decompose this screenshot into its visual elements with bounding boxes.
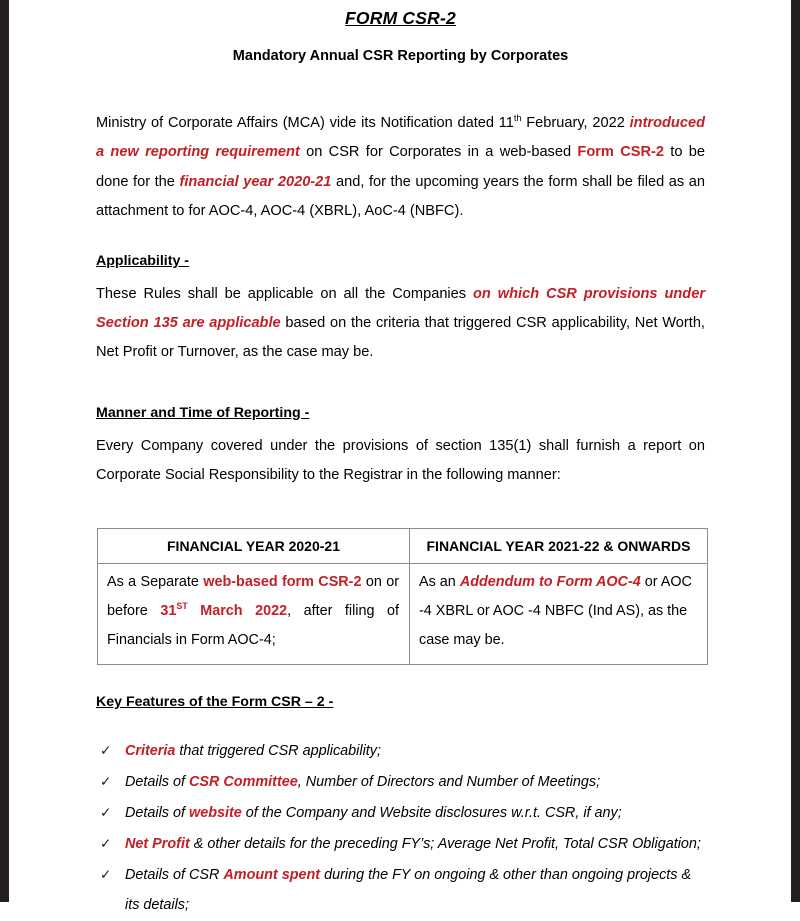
table-row bbox=[98, 563, 708, 664]
spacer bbox=[96, 683, 705, 694]
table-header-row bbox=[98, 528, 708, 563]
item-lead: Details of bbox=[125, 804, 189, 821]
item-rest: & other details for the preceding FY’s; Average Net Profit, Total CSR Obligation; bbox=[189, 835, 701, 852]
manner-heading: Manner and Time of Reporting - bbox=[96, 404, 310, 421]
spacer bbox=[96, 710, 705, 736]
page-edge-right bbox=[791, 0, 800, 902]
item-rest: of the Company and Website disclosures w.r.t. CSR, if any; bbox=[241, 804, 622, 821]
item-rest: during the FY on ongoing & other than ongoing projects & its details; bbox=[125, 866, 692, 913]
intro-text-4: to be done for the bbox=[96, 144, 706, 190]
item-rest: , Number of Directors and Number of Meetings; bbox=[297, 773, 601, 790]
cell-highlight-addendum: Addendum to Form AOC-4 bbox=[459, 573, 641, 590]
item-highlight: Criteria bbox=[125, 742, 176, 759]
applicability-heading: Applicability - bbox=[96, 252, 190, 269]
page-edge-left bbox=[0, 0, 9, 902]
spacer bbox=[96, 98, 705, 109]
item-highlight: CSR Committee bbox=[189, 773, 298, 790]
list-item-text bbox=[125, 805, 622, 821]
table-cell-fy-2021-22 bbox=[410, 563, 708, 664]
spacer bbox=[96, 227, 705, 253]
applicability-text-1: These Rules shall be applicable on all the Companies bbox=[96, 285, 474, 302]
document-subtitle: Mandatory Annual CSR Reporting by Corporates bbox=[232, 48, 569, 64]
table-cell-fy-2020-21 bbox=[98, 563, 410, 664]
cell-text-4: As an bbox=[419, 573, 460, 590]
checkmark-icon: ✓ bbox=[100, 866, 112, 882]
intro-text-5: and, for the upcoming years the form shall be filed as an attachment to for AOC-4, AOC-4 (XBRL), AoC-4 (NBFC). bbox=[96, 173, 705, 220]
list-item-text bbox=[125, 836, 701, 852]
list-item-text bbox=[125, 867, 691, 913]
intro-text-1: Ministry of Corporate Affairs (MCA) vide its Notification dated 11 bbox=[96, 115, 514, 131]
intro-superscript-th: th bbox=[513, 113, 522, 124]
spacer bbox=[96, 421, 705, 432]
spacer bbox=[96, 269, 705, 280]
item-highlight: Net Profit bbox=[125, 835, 190, 852]
cell-date-superscript: ST bbox=[176, 600, 188, 611]
checkmark-icon: ✓ bbox=[100, 773, 112, 789]
item-lead: Details of CSR bbox=[125, 866, 224, 883]
cell-text-2: on or before bbox=[107, 573, 399, 619]
spacer bbox=[96, 491, 705, 517]
intro-highlight-2: Form CSR-2 bbox=[577, 144, 664, 161]
list-item bbox=[96, 767, 705, 797]
table-header-fy-2020-21: FINANCIAL YEAR 2020-21 bbox=[98, 528, 410, 563]
applicability-text-2: based on the criteria that triggered CSR applicability, Net Worth, Net Profit or Turnover, as the case may be. bbox=[96, 315, 705, 361]
cell-text-5: or AOC -4 XBRL or AOC -4 NBFC (Ind AS), as the case may be. bbox=[419, 573, 692, 648]
document-title: FORM CSR-2 bbox=[345, 8, 456, 28]
applicability-highlight: on which CSR provisions under Section 135 are applicable bbox=[96, 285, 705, 332]
list-item-text bbox=[125, 743, 381, 759]
list-item bbox=[96, 736, 705, 766]
list-item bbox=[96, 860, 705, 920]
cell-text-1: As a Separate bbox=[107, 573, 204, 590]
intro-highlight-1: introduced a new reporting requirement bbox=[96, 115, 705, 161]
spacer bbox=[96, 394, 705, 405]
list-item-text bbox=[125, 774, 600, 790]
item-highlight: Amount spent bbox=[223, 866, 321, 883]
key-features-heading: Key Features of the Form CSR – 2 - bbox=[96, 693, 334, 710]
cell-highlight-date-number: 31 bbox=[160, 602, 177, 619]
checkmark-icon: ✓ bbox=[100, 804, 112, 820]
document-page bbox=[9, 0, 791, 913]
intro-text-3: on CSR for Corporates in a web-based bbox=[299, 144, 578, 161]
spacer bbox=[96, 665, 705, 683]
manner-paragraph: Every Company covered under the provisions of section 135(1) shall furnish a report on Corporate Social Responsibility to the Registrar in the following manner: bbox=[96, 437, 705, 484]
spacer bbox=[96, 517, 705, 528]
document-content bbox=[96, 0, 705, 921]
item-lead: Details of bbox=[125, 773, 189, 790]
reporting-manner-table bbox=[97, 528, 708, 665]
intro-text-2: February, 2022 bbox=[521, 115, 630, 131]
intro-highlight-3: financial year 2020-21 bbox=[179, 173, 332, 190]
spacer bbox=[96, 64, 705, 98]
spacer bbox=[96, 368, 705, 394]
cell-highlight-date-rest: March 2022 bbox=[187, 602, 288, 619]
key-features-list bbox=[96, 736, 705, 920]
cell-text-3: , after filing of Financials in Form AOC-4; bbox=[107, 602, 399, 648]
item-rest: that triggered CSR applicability; bbox=[175, 742, 381, 759]
checkmark-icon: ✓ bbox=[100, 835, 112, 851]
list-item bbox=[96, 798, 705, 828]
applicability-paragraph bbox=[96, 280, 705, 368]
cell-highlight-web-form: web-based form CSR-2 bbox=[203, 573, 362, 590]
intro-paragraph bbox=[96, 109, 705, 227]
table-header-fy-2021-22: FINANCIAL YEAR 2021-22 & ONWARDS bbox=[410, 528, 708, 563]
list-item bbox=[96, 829, 705, 859]
item-highlight: website bbox=[189, 804, 242, 821]
checkmark-icon: ✓ bbox=[100, 742, 112, 758]
